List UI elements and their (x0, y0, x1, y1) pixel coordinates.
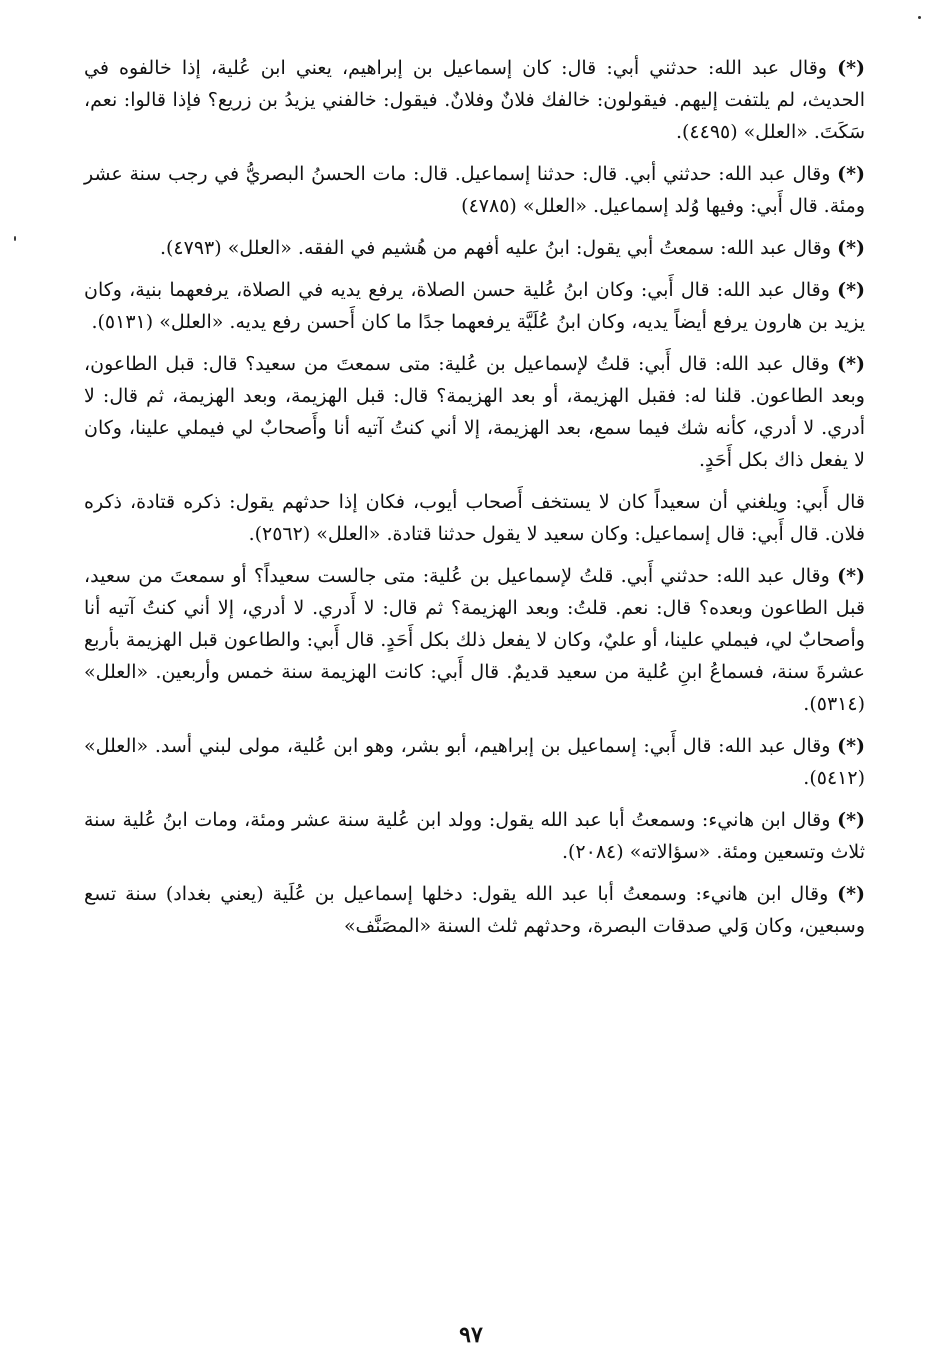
paragraph-marker: (*) (837, 279, 865, 301)
paragraph-marker: (*) (837, 809, 865, 831)
paragraph (84, 232, 865, 264)
body-text (84, 52, 865, 952)
paragraph-marker: (*) (837, 353, 865, 375)
paragraph-marker: (*) (837, 163, 865, 185)
paragraph-marker: (*) (837, 883, 865, 905)
paragraph-text: وقال عبد الله: حدثني أبي: قال: كان إسماعيل بن إبراهيم، يعني ابن عُلية، إذا خالفوه في الحديث، لم يلتفت إليهم. فيقولون: خالفك فلانٌ وفلانٌ. فيقول: خالفني يزيدُ بن زريع؟ فإذا قالوا: نعم، سَكَتَ. «العلل» (٤٤٩٥). (84, 57, 865, 143)
paragraph-text: وقال عبد الله: قال أَبي: وكان ابنُ عُلية حسن الصلاة، يرفع يديه في الصلاة، يرفعهما بنية، وكان يزيد بن هارون يرفع أيضاً يديه، وكان ابنُ عُلَيَّة يرفعهما جدًا ما كان أَحسن رفع يديه. «العلل» (٥١٣١). (84, 279, 865, 333)
paragraph (84, 52, 865, 148)
paragraph-marker: (*) (837, 57, 865, 79)
paragraph (84, 804, 865, 868)
paragraph-marker: (*) (837, 565, 865, 587)
paragraph (84, 560, 865, 720)
paragraph-text: وقال ابن هانيء: وسمعتُ أبا عبد الله يقول: وولد ابن عُلية سنة عشر ومئة، ومات ابنُ عُلية سنة ثلاث وتسعين ومئة. «سؤالاته» (٢٠٨٤). (84, 809, 865, 863)
paragraph-text: وقال عبد الله: حدثني أَبي. قلتُ لإسماعيل بن عُلية: متى جالست سعيداً؟ أو سمعتَ من سعيد، قبل الطاعون وبعده؟ قال: نعم. قلتُ: وبعد الهزيمة؟ ثم قال: لا أَدري. لا أدري، إلا أني كنتُ آتيه أنا وأصحابٌ لي، فيملي علينا، أو عليٌ، وكان لا يفعل ذلك بكل أَحَدٍ. قال أَبي: والطاعون قبل الهزيمة بأربع عشرةَ سنة، فسماعُ ابنِ عُلية من سعيد قديمٌ. قال أَبي: كانت الهزيمة سنة خمس وأربعين. «العلل» (٥٣١٤). (84, 565, 865, 715)
paragraph (84, 878, 865, 942)
page-number: ٩٧ (459, 1322, 483, 1348)
paragraph-text: وقال عبد الله: حدثني أبي. قال: حدثنا إسماعيل. قال: مات الحسنُ البصريُّ في رجب سنة عشر ومئة. قال أَبي: وفيها وُلد إسماعيل. «العلل» (٤٧٨٥) (84, 163, 865, 217)
paragraph-text: وقال ابن هانيء: وسمعتُ أبا عبد الله يقول: دخلها إسماعيل بن عُلَية (يعني بغداد) سنة تسع وسبعين، وكان وَلي صدقات البصرة، وحدثهم ثلث السنة «المصَنَّف» (84, 883, 865, 937)
paragraph-text: وقال عبد الله: سمعتُ أبي يقول: ابنُ عليه أفهم من هُشيم في الفقه. «العلل» (٤٧٩٣). (159, 237, 838, 259)
paragraph (84, 274, 865, 338)
paragraph-marker: (*) (837, 735, 865, 757)
paragraph (84, 348, 865, 476)
paragraph (84, 730, 865, 794)
paragraph-text: قال أَبي: ويلغني أن سعيداً كان لا يستخف أَصحاب أيوب، فكان إذا حدثهم يقول: ذكره قتادة، ذكره فلان. قال أَبي: قال إسماعيل: وكان سعيد لا يقول حدثنا قتادة. «العلل» (٢٥٦٢). (84, 491, 865, 545)
scan-speck (14, 236, 16, 241)
paragraph-text: وقال عبد الله: قال أَبي: قلتُ لإسماعيل بن عُلية: متى سمعتَ من سعيد؟ قال: قبل الطاعون، وبعد الطاعون. قلنا له: فقبل الهزيمة، أو بعد الهزيمة؟ قال: قبل الهزيمة، وبعد الهزيمة، ثم قال: لا أدري. لا أدري، كأنه شك فيما سمع، بعد الهزيمة، إلا أني كنتُ آتيه أنا وأَصحابٌ لي فيملي علينا، وكان لا يفعل ذاك بكل أَحَدٍ. (84, 353, 865, 471)
paragraph-marker: (*) (837, 237, 865, 259)
scan-speck (918, 16, 921, 19)
paragraph (84, 158, 865, 222)
paragraph-text: وقال عبد الله: قال أَبي: إسماعيل بن إبراهيم، أبو بشر، وهو ابن عُلية، مولى لبني أسد. «العلل» (٥٤١٢). (84, 735, 865, 789)
paragraph (84, 486, 865, 550)
